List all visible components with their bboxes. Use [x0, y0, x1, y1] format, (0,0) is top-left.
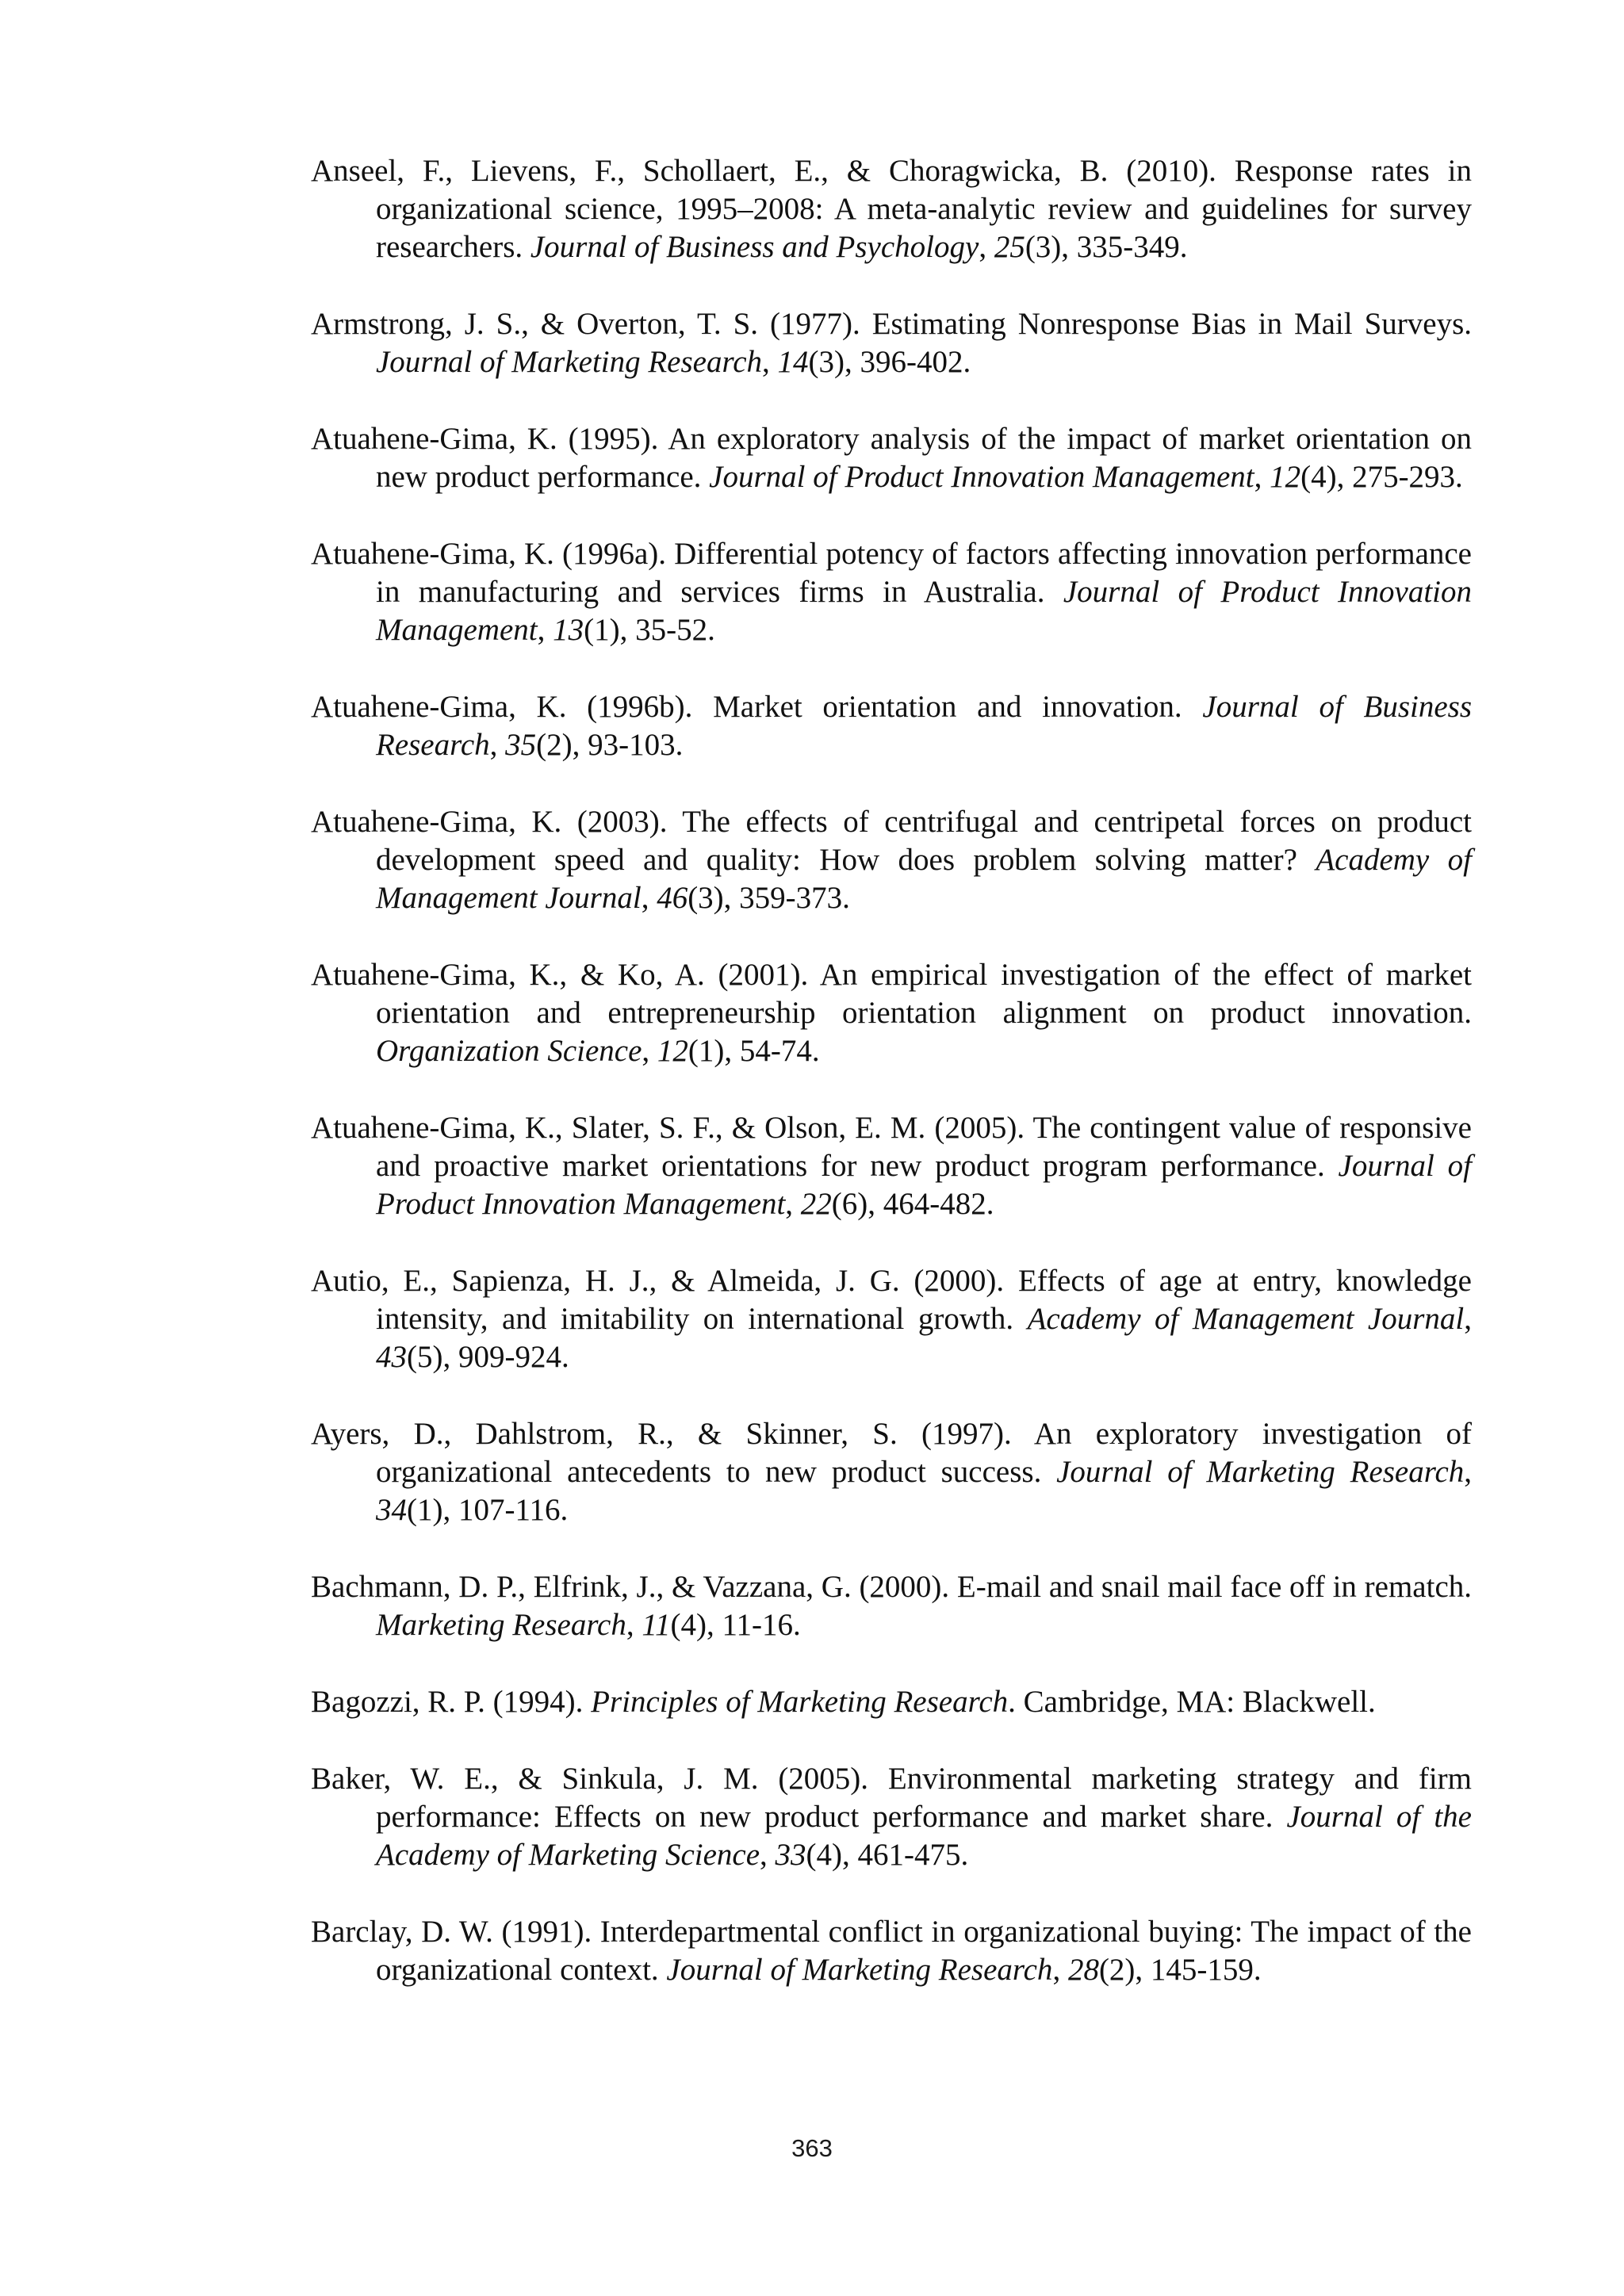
- volume: 46: [657, 881, 688, 915]
- reference-entry: [311, 420, 1472, 496]
- reference-text: Bagozzi, R. P. (1994).: [311, 1685, 592, 1719]
- reference-entry: [311, 1760, 1472, 1874]
- reference-text: Atuahene-Gima, K. (1996b). Market orientation and innovation.: [311, 690, 1203, 724]
- reference-text: Atuahene-Gima, K. (1995). An exploratory analysis of the impact of market orientation on new product performance.: [311, 422, 1472, 494]
- volume: 13: [553, 613, 584, 647]
- reference-text: Barclay, D. W. (1991). Interdepartmental conflict in organizational buying: The impact of the organizational context.: [311, 1915, 1472, 1987]
- volume: 12: [657, 1034, 688, 1068]
- reference-text: Baker, W. E., & Sinkula, J. M. (2005). Environmental marketing strategy and firm performance: Effects on new product performance and market share.: [311, 1762, 1472, 1834]
- separator: ,: [760, 1838, 776, 1872]
- reference-entry: [311, 1683, 1472, 1721]
- reference-text: Atuahene-Gima, K., Slater, S. F., & Olson, E. M. (2005). The contingent value of responsive and proactive market orientations for new product program performance.: [311, 1111, 1472, 1183]
- separator: ,: [1052, 1953, 1068, 1987]
- reference-text: Anseel, F., Lievens, F., Schollaert, E., & Choragwicka, B. (2010). Response rates in organizational science, 1995–2008: A meta-analytic review and guidelines for survey researchers.: [311, 154, 1472, 264]
- separator: ,: [979, 230, 994, 264]
- issue-pages: (5), 909-924.: [407, 1340, 569, 1374]
- reference-text: Bachmann, D. P., Elfrink, J., & Vazzana, G. (2000). E-mail and snail mail face off in rematch.: [311, 1570, 1472, 1604]
- volume: 28: [1067, 1953, 1099, 1987]
- reference-entry: [311, 688, 1472, 764]
- journal-title: Journal of Business Research: [376, 690, 1472, 762]
- journal-title: Academy of Management Journal: [1027, 1302, 1465, 1336]
- journal-title: Journal of Business and Psychology: [530, 230, 979, 264]
- journal-title: Journal of Marketing Research: [1056, 1455, 1465, 1489]
- issue-pages: (2), 145-159.: [1098, 1953, 1262, 1987]
- journal-title: Journal of Product Innovation Management: [709, 460, 1254, 494]
- volume: 34: [376, 1493, 407, 1527]
- reference-text: Ayers, D., Dahlstrom, R., & Skinner, S. (1997). An exploratory investigation of organizational antecedents to new product success.: [311, 1417, 1472, 1489]
- volume: 35: [505, 728, 537, 762]
- reference-entry: [311, 305, 1472, 381]
- separator: ,: [641, 881, 657, 915]
- volume: 12: [1270, 460, 1301, 494]
- reference-entry: [311, 1109, 1472, 1223]
- page-number: 363: [791, 2134, 833, 2162]
- reference-entry: [311, 956, 1472, 1070]
- volume: 14: [777, 345, 809, 379]
- journal-title: Journal of Product Innovation Management: [376, 575, 1472, 647]
- journal-title: Marketing Research: [376, 1608, 626, 1642]
- volume: 43: [376, 1340, 407, 1374]
- journal-title: Journal of the Academy of Marketing Science: [376, 1800, 1472, 1872]
- issue-pages: (4), 11-16.: [670, 1608, 801, 1642]
- reference-text: Autio, E., Sapienza, H. J., & Almeida, J. G. (2000). Effects of age at entry, knowledge intensity, and imitability on international growth.: [311, 1264, 1472, 1336]
- journal-title: Organization Science: [376, 1034, 642, 1068]
- reference-entry: [311, 803, 1472, 917]
- reference-text: Atuahene-Gima, K., & Ko, A. (2001). An empirical investigation of the effect of market orientation and entrepreneurship orientation alignment on product innovation.: [311, 958, 1472, 1030]
- separator: ,: [626, 1608, 642, 1642]
- volume: 22: [800, 1187, 832, 1221]
- journal-title: Journal of Marketing Research: [376, 345, 763, 379]
- reference-entry: [311, 1262, 1472, 1376]
- publisher: . Cambridge, MA: Blackwell.: [1008, 1685, 1376, 1719]
- issue-pages: (3), 335-349.: [1025, 230, 1188, 264]
- separator: ,: [1464, 1302, 1473, 1336]
- reference-list: [311, 152, 1472, 2028]
- separator: ,: [1254, 460, 1270, 494]
- issue-pages: (6), 464-482.: [831, 1187, 994, 1221]
- journal-title: Journal of Marketing Research: [666, 1953, 1053, 1987]
- separator: ,: [642, 1034, 657, 1068]
- volume: 25: [994, 230, 1025, 264]
- reference-entry: [311, 152, 1472, 266]
- volume: 11: [642, 1608, 671, 1642]
- reference-text: Atuahene-Gima, K. (2003). The effects of centrifugal and centripetal forces on product development speed and quality: How does problem solving matter?: [311, 805, 1472, 877]
- issue-pages: (1), 35-52.: [584, 613, 715, 647]
- issue-pages: (1), 54-74.: [688, 1034, 820, 1068]
- reference-entry: [311, 1568, 1472, 1644]
- issue-pages: (3), 396-402.: [808, 345, 971, 379]
- separator: ,: [489, 728, 506, 762]
- issue-pages: (2), 93-103.: [536, 728, 684, 762]
- issue-pages: (4), 275-293.: [1300, 460, 1463, 494]
- volume: 33: [775, 1838, 806, 1872]
- separator: ,: [537, 613, 553, 647]
- issue-pages: (4), 461-475.: [806, 1838, 969, 1872]
- journal-title: Journal of Product Innovation Management: [376, 1149, 1472, 1221]
- journal-title: Academy of Management Journal: [376, 843, 1472, 915]
- reference-entry: [311, 1913, 1472, 1989]
- issue-pages: (3), 359-373.: [688, 881, 850, 915]
- reference-entry: [311, 1415, 1472, 1529]
- separator: ,: [785, 1187, 801, 1221]
- book-title: Principles of Marketing Research: [591, 1685, 1009, 1719]
- reference-text: Atuahene-Gima, K. (1996a). Differential potency of factors affecting innovation performance in manufacturing and services firms in Australia.: [311, 537, 1472, 609]
- reference-text: Armstrong, J. S., & Overton, T. S. (1977). Estimating Nonresponse Bias in Mail Surveys.: [311, 307, 1472, 341]
- reference-entry: [311, 535, 1472, 649]
- issue-pages: (1), 107-116.: [407, 1493, 569, 1527]
- separator: ,: [762, 345, 778, 379]
- separator: ,: [1464, 1455, 1472, 1489]
